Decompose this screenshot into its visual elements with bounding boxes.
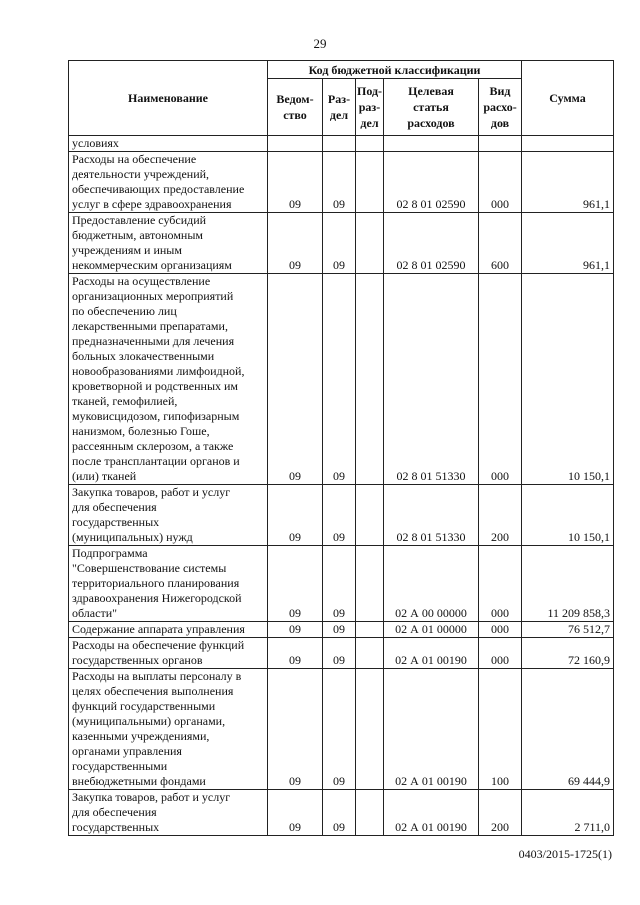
row-razdel: 09 bbox=[323, 274, 356, 485]
table-row bbox=[69, 213, 614, 274]
table-row bbox=[69, 669, 614, 790]
header-celevaya bbox=[384, 79, 479, 136]
row-vedomstvo: 09 bbox=[268, 790, 323, 836]
row-expense-type: 600 bbox=[479, 213, 522, 274]
row-podrazdel bbox=[356, 213, 384, 274]
row-name-line: для обеспечения bbox=[72, 500, 157, 514]
row-name-line: деятельности учреждений, bbox=[72, 167, 210, 181]
row-vedomstvo: 09 bbox=[268, 213, 323, 274]
row-expense-type: 100 bbox=[479, 669, 522, 790]
row-name-line: казенными учреждениями, bbox=[72, 729, 210, 743]
header-podrazdel bbox=[356, 79, 384, 136]
header-podrazdel-line: дел bbox=[360, 116, 379, 130]
row-vedomstvo: 09 bbox=[268, 638, 323, 669]
row-target-code: 02 А 01 00190 bbox=[384, 638, 479, 669]
row-name-line: органами управления bbox=[72, 744, 182, 758]
row-sum: 11 209 858,3 bbox=[522, 546, 614, 622]
row-name-cell bbox=[69, 485, 268, 546]
row-name-line: Закупка товаров, работ и услуг bbox=[72, 485, 231, 499]
row-razdel: 09 bbox=[323, 152, 356, 213]
row-name-line: Предоставление субсидий bbox=[72, 213, 207, 227]
row-sum: 961,1 bbox=[522, 152, 614, 213]
table-row bbox=[69, 274, 614, 485]
header-razdel-line: дел bbox=[329, 108, 349, 122]
row-podrazdel bbox=[356, 546, 384, 622]
row-name-cell bbox=[69, 546, 268, 622]
row-sum: 10 150,1 bbox=[522, 485, 614, 546]
row-vedomstvo bbox=[268, 136, 323, 152]
row-target-code: 02 8 01 51330 bbox=[384, 485, 479, 546]
row-name-line: услуг в сфере здравоохранения bbox=[72, 197, 232, 211]
row-name-cell bbox=[69, 274, 268, 485]
row-name-cell bbox=[69, 669, 268, 790]
row-vedomstvo: 09 bbox=[268, 669, 323, 790]
row-name-line: Расходы на осуществление bbox=[72, 274, 211, 288]
row-podrazdel bbox=[356, 622, 384, 638]
row-vedomstvo: 09 bbox=[268, 274, 323, 485]
table-body bbox=[69, 136, 614, 836]
row-name-line: организационных мероприятий bbox=[72, 289, 234, 303]
row-target-code: 02 А 00 00000 bbox=[384, 546, 479, 622]
row-name-cell bbox=[69, 622, 268, 638]
row-name-line: Расходы на обеспечение bbox=[72, 152, 197, 166]
header-vid-line: дов bbox=[490, 116, 510, 130]
row-name-line: территориального планирования bbox=[72, 576, 240, 590]
row-podrazdel bbox=[356, 638, 384, 669]
row-name-line: целях обеспечения выполнения bbox=[72, 684, 234, 698]
row-name-line: Подпрограмма bbox=[72, 546, 148, 560]
row-expense-type bbox=[479, 136, 522, 152]
budget-table bbox=[68, 60, 614, 836]
row-expense-type: 000 bbox=[479, 622, 522, 638]
row-sum: 10 150,1 bbox=[522, 274, 614, 485]
row-razdel: 09 bbox=[323, 669, 356, 790]
row-name-line: новообразованиями лимфоидной, bbox=[72, 364, 245, 378]
row-name-line: по обеспечению лиц bbox=[72, 304, 177, 318]
row-expense-type: 000 bbox=[479, 274, 522, 485]
table-row bbox=[69, 790, 614, 836]
row-expense-type: 000 bbox=[479, 638, 522, 669]
header-vedomstvo-line: ство bbox=[283, 108, 307, 122]
row-razdel: 09 bbox=[323, 638, 356, 669]
row-name-line: государственных bbox=[72, 820, 160, 834]
header-celevaya-line: расходов bbox=[407, 116, 455, 130]
row-name-line: после трансплантации органов и bbox=[72, 454, 240, 468]
row-name-line: бюджетным, автономным bbox=[72, 228, 203, 242]
row-name-cell bbox=[69, 152, 268, 213]
row-sum: 72 160,9 bbox=[522, 638, 614, 669]
table-row bbox=[69, 152, 614, 213]
row-name-line: для обеспечения bbox=[72, 805, 157, 819]
row-podrazdel bbox=[356, 274, 384, 485]
row-vedomstvo: 09 bbox=[268, 485, 323, 546]
table-row bbox=[69, 638, 614, 669]
row-razdel: 09 bbox=[323, 546, 356, 622]
row-name-line: учреждениям и иным bbox=[72, 243, 182, 257]
row-podrazdel bbox=[356, 152, 384, 213]
row-target-code: 02 8 01 02590 bbox=[384, 152, 479, 213]
document-code: 0403/2015-1725(1) bbox=[518, 847, 612, 861]
row-razdel: 09 bbox=[323, 485, 356, 546]
row-name-line: обеспечивающих предоставление bbox=[72, 182, 245, 196]
row-target-code: 02 8 01 02590 bbox=[384, 213, 479, 274]
header-celevaya-line: статья bbox=[413, 100, 449, 114]
row-razdel: 09 bbox=[323, 622, 356, 638]
row-name-line: области" bbox=[72, 606, 118, 620]
row-sum bbox=[522, 136, 614, 152]
header-sum: Сумма bbox=[522, 61, 614, 136]
row-target-code bbox=[384, 136, 479, 152]
row-name-line: лекарственными препаратами, bbox=[72, 319, 228, 333]
header-podrazdel-line: раз- bbox=[358, 100, 381, 114]
header-razdel-line: Раз- bbox=[327, 92, 351, 106]
row-podrazdel bbox=[356, 669, 384, 790]
row-razdel bbox=[323, 136, 356, 152]
row-name-line: нанизмом, болезнью Гоше, bbox=[72, 424, 210, 438]
header-vid-line: Вид bbox=[489, 84, 511, 98]
row-name-line: Содержание аппарата управления bbox=[72, 622, 245, 636]
row-name-cell bbox=[69, 213, 268, 274]
header-row-top bbox=[69, 61, 614, 79]
row-name-line: внебюджетными фондами bbox=[72, 774, 206, 788]
row-podrazdel bbox=[356, 485, 384, 546]
row-expense-type: 200 bbox=[479, 790, 522, 836]
row-vedomstvo: 09 bbox=[268, 622, 323, 638]
header-vid-line: расхо- bbox=[483, 100, 517, 114]
row-razdel: 09 bbox=[323, 790, 356, 836]
row-name-line: Закупка товаров, работ и услуг bbox=[72, 790, 231, 804]
row-sum: 76 512,7 bbox=[522, 622, 614, 638]
row-vedomstvo: 09 bbox=[268, 546, 323, 622]
row-sum: 2 711,0 bbox=[522, 790, 614, 836]
row-name-cell bbox=[69, 638, 268, 669]
row-podrazdel bbox=[356, 136, 384, 152]
row-name-cell bbox=[69, 136, 268, 152]
table-row bbox=[69, 136, 614, 152]
row-expense-type: 000 bbox=[479, 152, 522, 213]
row-name-line: функций государственными bbox=[72, 699, 216, 713]
table-row bbox=[69, 546, 614, 622]
row-target-code: 02 8 01 51330 bbox=[384, 274, 479, 485]
row-name-line: предназначенными для лечения bbox=[72, 334, 235, 348]
header-name: Наименование bbox=[69, 61, 268, 136]
row-name-line: государственных органов bbox=[72, 653, 203, 667]
row-sum: 961,1 bbox=[522, 213, 614, 274]
row-expense-type: 200 bbox=[479, 485, 522, 546]
row-name-line: государственных bbox=[72, 515, 160, 529]
row-target-code: 02 А 01 00000 bbox=[384, 622, 479, 638]
header-celevaya-line: Целевая bbox=[408, 84, 454, 98]
header-podrazdel-line: Под- bbox=[357, 84, 383, 98]
header-vedomstvo-line: Ведом- bbox=[276, 92, 314, 106]
row-podrazdel bbox=[356, 790, 384, 836]
header-vedomstvo bbox=[268, 79, 323, 136]
row-name-line: (муниципальными) органами, bbox=[72, 714, 226, 728]
row-expense-type: 000 bbox=[479, 546, 522, 622]
table-row bbox=[69, 485, 614, 546]
row-razdel: 09 bbox=[323, 213, 356, 274]
header-kbk: Код бюджетной классификации bbox=[268, 61, 522, 79]
row-name-line: "Совершенствование системы bbox=[72, 561, 227, 575]
row-name-line: рассеянным склерозом, а также bbox=[72, 439, 234, 453]
row-name-line: муковисцидозом, гипофизарным bbox=[72, 409, 240, 423]
row-name-line: Расходы на выплаты персоналу в bbox=[72, 669, 242, 683]
row-name-line: тканей, гемофилией, bbox=[72, 394, 178, 408]
row-name-line: (муниципальных) нужд bbox=[72, 530, 193, 544]
row-name-line: Расходы на обеспечение функций bbox=[72, 638, 245, 652]
row-name-line: государственными bbox=[72, 759, 168, 773]
row-name-line: здравоохранения Нижегородской bbox=[72, 591, 242, 605]
header-razdel bbox=[323, 79, 356, 136]
row-name-line: некоммерческим организациям bbox=[72, 258, 232, 272]
row-target-code: 02 А 01 00190 bbox=[384, 669, 479, 790]
page-number: 29 bbox=[313, 36, 327, 51]
row-name-cell bbox=[69, 790, 268, 836]
row-name-line: кроветворной и родственных им bbox=[72, 379, 239, 393]
row-target-code: 02 А 01 00190 bbox=[384, 790, 479, 836]
row-name-line: условиях bbox=[72, 136, 119, 150]
header-vid bbox=[479, 79, 522, 136]
row-sum: 69 444,9 bbox=[522, 669, 614, 790]
table-row bbox=[69, 622, 614, 638]
row-name-line: (или) тканей bbox=[72, 469, 137, 483]
row-vedomstvo: 09 bbox=[268, 152, 323, 213]
row-name-line: больных злокачественными bbox=[72, 349, 215, 363]
